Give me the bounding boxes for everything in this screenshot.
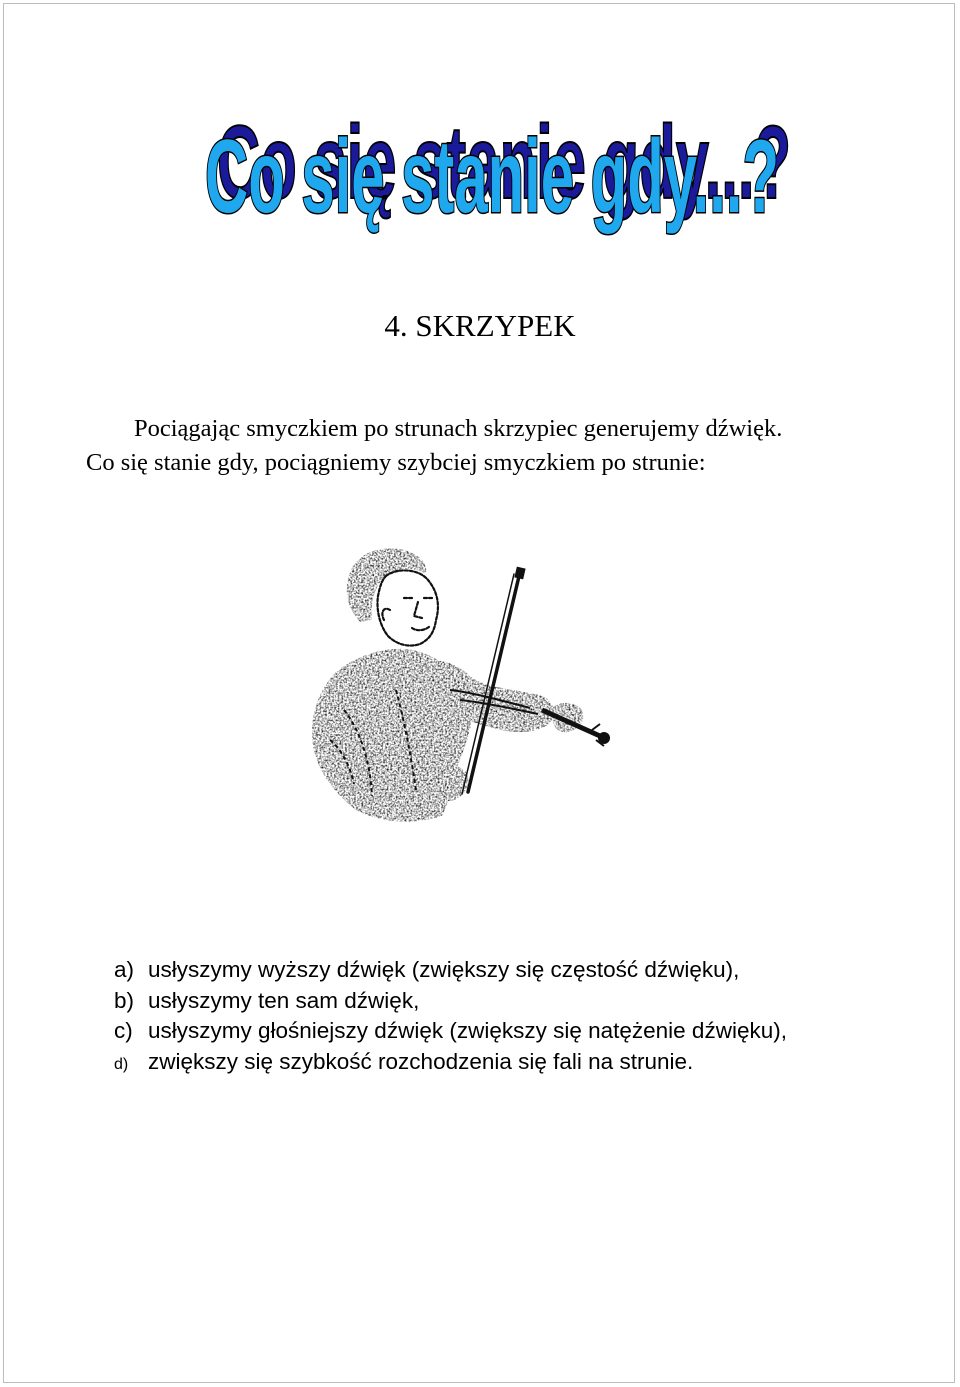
banner-title-shadow: Co się stanie gdy...? — [217, 105, 791, 221]
answer-text: usłyszymy wyższy dźwięk (zwiększy się częstość dźwięku), — [148, 957, 740, 982]
intro-paragraph — [86, 412, 782, 480]
answer-text: usłyszymy głośniejszy dźwięk (zwiększy się natężenie dźwięku), — [148, 1018, 787, 1043]
intro-line-1: Pociągając smyczkiem po strunach skrzypiec generujemy dźwięk. — [134, 415, 783, 442]
page-heading — [0, 308, 960, 344]
answer-text: usłyszymy ten sam dźwięk, — [148, 987, 420, 1013]
answer-a[interactable] — [114, 955, 787, 986]
answer-marker: a) — [114, 957, 135, 982]
intro-line-2: Co się stanie gdy, pociągniemy szybciej smyczkiem po strunie: — [86, 449, 706, 476]
title-banner — [170, 84, 810, 254]
answer-marker: d) — [114, 1055, 129, 1073]
answer-d[interactable] — [114, 1047, 787, 1081]
banner-title: Co się stanie gdy...? — [205, 119, 779, 235]
answer-marker: c) — [114, 1018, 133, 1043]
answer-marker: b) — [114, 987, 135, 1013]
answer-c[interactable] — [114, 1016, 787, 1047]
heading-text: 4. SKRZYPEK — [384, 308, 576, 343]
violinist-illustration — [300, 540, 630, 830]
answer-b[interactable] — [114, 986, 787, 1017]
answer-text: zwiększy się szybkość rozchodzenia się fali na strunie. — [148, 1048, 694, 1074]
answer-list — [114, 955, 787, 1080]
